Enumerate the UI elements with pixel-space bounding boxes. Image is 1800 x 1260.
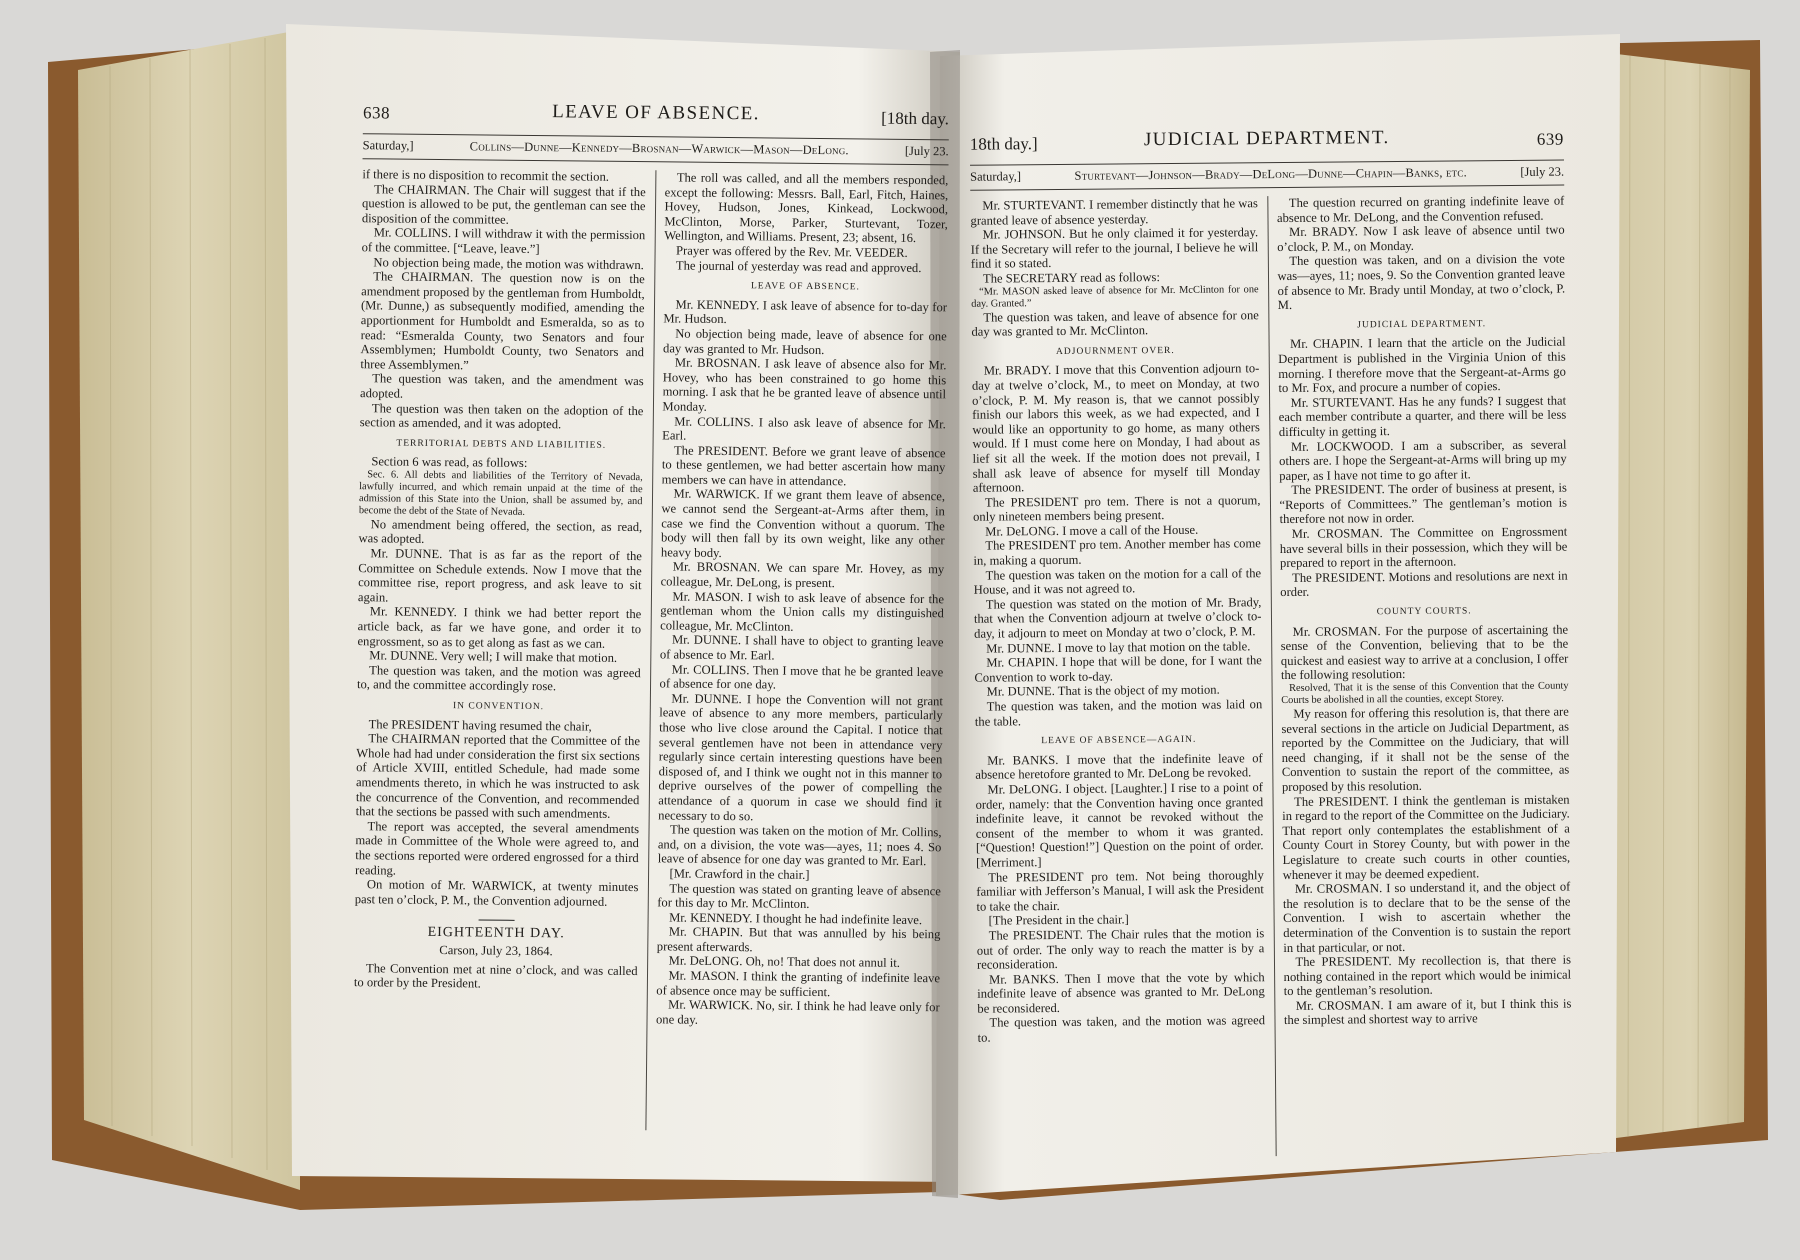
section-heading: LEAVE OF ABSENCE. [750, 281, 860, 293]
text-column-right [646, 170, 949, 1133]
subhead-day: Saturday,] [362, 138, 414, 153]
text-columns [352, 167, 948, 1133]
paragraph: The SECRETARY read as follows: [982, 270, 1160, 286]
paragraph: Mr. STURTEVANT. Has he any funds? I suggest that each member contribute a quarter, and there will be less difficulty in getting it. [1278, 393, 1567, 439]
section-heading: IN CONVENTION. [452, 701, 545, 713]
paragraph: Mr. JOHNSON. But he only claimed it for yesterday. If the Secretary will refer to the journal, I believe he will find it so stated. [970, 225, 1259, 272]
paragraph: Mr. MASON. I wish to ask leave of absence for the gentleman whom the Union calls my distinguished colleague, Mr. McClinton. [660, 589, 945, 634]
paragraph: Prayer was offered by the Rev. Mr. VEEDER. [676, 243, 908, 260]
day-reference: [18th day. [881, 108, 950, 129]
paragraph: Mr. COLLINS. I will withdraw it with the permission of the committee. [“Leave, leave.”] [361, 225, 646, 257]
divider-rule [478, 920, 514, 921]
section-heading: JUDICIAL DEPARTMENT. [1357, 318, 1487, 331]
paragraph: Mr. CHAPIN. But that was annulled by his being present afterwards. [656, 924, 941, 955]
page-title: LEAVE OF ABSENCE. [552, 101, 760, 125]
paragraph: No amendment being offered, the section, as read, was adopted. [358, 517, 643, 547]
paragraph: Mr. BANKS. Then I move that the vote by which indefinite leave of absence was granted to Mr. DeLong be reconsidered. [977, 969, 1265, 1016]
paragraph: [The President in the chair.] [988, 912, 1129, 928]
paragraph: The question was taken, and on a division the vote was—ayes, 11; noes, 9. So the Convention granted leave of absence to Mr. Brady until Monday, at two o’clock, P. M. [1277, 251, 1566, 313]
left-page [282, 20, 974, 1167]
paragraph: if there is no disposition to recommit the section. [362, 167, 610, 184]
paragraph: Mr. COLLINS. Then I move that he be granted leave of absence for one day. [659, 662, 944, 692]
paragraph: Mr. CROSMAN. I so understand it, and the object of the resolution is to declare that to be the sense of the Convention. I wish to ascertain whether the determination of the Convention is to sustain the report in that particular, or not. [1282, 879, 1571, 955]
paragraph: The question was taken, and the motion was laid on the table. [974, 697, 1263, 729]
paragraph: The question was stated on granting leave of absence for this day to Mr. McClinton. [657, 880, 941, 912]
paragraph: Mr. DeLONG. I move a call of the House. [985, 522, 1199, 539]
paragraph: The CHAIRMAN reported that the Committee of the Whole had had under consideration the first six sections of Article XVIII, entitled Schedule, had made some amendments thereto, in which he was instructed to ask the concurrence of the Convention, and recommended that the sections be passed with such amendments. [355, 731, 641, 821]
paragraph: Mr. DeLONG. Oh, no! That does not annul it. [668, 953, 901, 971]
paragraph: Mr. BROSNAN. I ask leave of absence also for Mr. Hovey, who has been constrained to go home this morning. I ask that he be granted leave of absence until Monday. [662, 355, 947, 414]
right-page [939, 47, 1629, 1193]
paragraph: Mr. MASON. I think the granting of indefinite leave of absence once may be sufficient. [656, 968, 941, 999]
paragraph: The PRESIDENT. The order of business at present, is “Reports of Committees.” The gentleman’s motion is therefore not now in order. [1279, 480, 1568, 527]
journal-quote: “Mr. MASON asked leave of absence for Mr. McClinton for one day. Granted.” [971, 283, 1259, 310]
paragraph: Mr. WARWICK. If we grant them leave of absence, we cannot send the Sergeant-at-Arms after them, in case we find the Convention without a quorum. The body will then fall by its own weight, like any other heavy body. [660, 486, 946, 560]
paragraph: The question was taken, and leave of absence for one day was granted to Mr. McClinton. [971, 307, 1259, 339]
paragraph: The PRESIDENT. The Chair rules that the motion is out of order. The only way to reach the matter is by a reconsideration. [976, 926, 1265, 972]
paragraph: The question was stated on the motion of Mr. Brady, that when the Convention adjourn at twelve o’clock to-day, it adjourn to meet on Monday at two o’clock, P. M. [973, 595, 1262, 641]
paragraph: Mr. CHAPIN. I learn that the article on the Judicial Department is published in the Virginia Union of this morning. I therefore move that the Sergeant-at-Arms go to Mr. Fox, and procure a number of copies. [1278, 334, 1566, 396]
subhead-speaker-names: Sturtevant—Johnson—Brady—DeLong—Dunne—Chapin—Banks, etc. [1074, 165, 1467, 183]
paragraph: Mr. DUNNE. I shall have to object to granting leave of absence to Mr. Earl. [659, 632, 944, 663]
text-column-right [1268, 194, 1573, 1157]
paragraph: The CHAIRMAN. The question now is on the amendment proposed by the gentleman from Humboldt, (Mr. Dunne,) as subsequently modified, amending the apportionment for Humboldt and Esmeralda, so as to read: “Esmeralda County, two Senators and four Assemblymen; Humboldt County, two Senators and three Assemblymen.” [360, 269, 645, 373]
page-number: 639 [1536, 129, 1564, 149]
paragraph: Mr. WARWICK. No, sir. I think he had leave only for one day. [655, 997, 940, 1027]
paragraph: Mr. BRADY. I move that this Convention adjourn to-day at twelve o’clock, M., to meet on Monday, at two o’clock, P. M. My reason is, that we cannot possibly finish our labors this week, as we had expected, and I would like an opportunity to go home, as many others would. If I must come here on Monday, I had about as lief sit all the week. If the motion does not prevail, I shall ask leave of absence for myself till Monday afternoon. [971, 361, 1261, 495]
paragraph: Mr. LOCKWOOD. I am a subscriber, as several others are. I hope the Sergeant-at-Arms will bring up my paper, as I have not time to go after it. [1279, 437, 1567, 483]
day-reference: 18th day.] [969, 134, 1038, 154]
paragraph: Mr. CHAPIN. I hope that will be done, for I want the Convention to work to-day. [974, 653, 1262, 685]
paragraph: Mr. KENNEDY. I ask leave of absence for to-day for Mr. Hudson. [663, 297, 948, 327]
paragraph: Mr. CROSMAN. I am aware of it, but I think this is the simplest and shortest way to arrive [1283, 996, 1572, 1028]
dateline: Carson, July 23, 1864. [439, 942, 553, 959]
paragraph: Mr. BRADY. Now I ask leave of absence until two o’clock, P. M., on Monday. [1277, 222, 1565, 254]
section-heading: LEAVE OF ABSENCE—AGAIN. [1041, 734, 1197, 747]
paragraph: Mr. CROSMAN. The Committee on Engrossment have several bills in their possession, which they will be prepared to report in the afternoon. [1279, 524, 1568, 571]
paragraph: On motion of Mr. WARWICK, at twenty minutes past ten o’clock, P. M., the Convention adjourned. [354, 877, 639, 909]
paragraph: The question was taken, and the motion was agreed to, and the committee accordingly rose. [356, 663, 641, 694]
paragraph: The PRESIDENT having resumed the chair, [368, 716, 592, 734]
paragraph: The Convention met at nine o’clock, and was called to order by the President. [353, 960, 638, 991]
paragraph: The PRESIDENT pro tem. Not being thoroughly familiar with Jefferson’s Manual, I will ask the President to take the chair. [976, 867, 1264, 914]
speaker-subhead [970, 160, 1564, 191]
subhead-day: Saturday,] [970, 169, 1022, 184]
paragraph: The question was taken on the motion for a call of the House, and it was not agreed to. [973, 565, 1262, 597]
paragraph: The roll was called, and all the members responded, except the following: Messrs. Ball, Earl, Fitch, Haines, Hovey, Hudson, Jones, Kinkead, Lockwood, McClinton, Morse, Parker, Sturtevant, Tozer, Wellington, and Williams. Present, 23; absent, 16. [664, 170, 949, 246]
running-head [363, 99, 949, 139]
paragraph: Mr. COLLINS. I also ask leave of absence for Mr. Earl. [662, 413, 946, 443]
section-heading: COUNTY COURTS. [1376, 606, 1472, 618]
paragraph: The PRESIDENT pro tem. Another member has come in, making a quorum. [973, 536, 1261, 568]
paragraph: The question recurred on granting indefinite leave of absence to Mr. DeLong, and the Convention refused. [1276, 193, 1565, 225]
paragraph: [Mr. Crawford in the chair.] [669, 866, 810, 882]
paragraph: The PRESIDENT. Before we grant leave of absence to these gentlemen, we had better ascertain how many members we can have in attendance. [661, 443, 946, 489]
paragraph: Mr. DUNNE. I move to lay that motion on the table. [986, 638, 1251, 656]
paragraph: Mr. BROSNAN. We can spare Mr. Hovey, as my colleague, Mr. DeLong, is present. [660, 559, 945, 591]
paragraph: Mr. DUNNE. That is as far as the report of the Committee on Schedule extends. Now I move that the committee rise, report progress, and ask leave to sit again. [357, 546, 642, 605]
running-head [970, 126, 1564, 165]
subhead-date: [July 23. [1520, 164, 1565, 179]
paragraph: The question was taken on the motion of Mr. Collins, and, on a division, the vote was—ayes, 11; noes 4. So leave of absence for one day was granted to Mr. Earl. [657, 822, 942, 869]
text-column-left [970, 196, 1276, 1159]
paragraph: Mr. STURTEVANT. I remember distinctly that he was granted leave of absence yesterday. [970, 196, 1258, 228]
paragraph: Mr. KENNEDY. I thought he had indefinite leave. [669, 910, 923, 927]
subhead-speaker-names: Collins—Dunne—Kennedy—Brosnan—Warwick—Mason—DeLong. [469, 139, 849, 158]
paragraph: The PRESIDENT. Motions and resolutions are next in order. [1280, 568, 1568, 600]
statute-text: Sec. 6. All debts and liabilities of the Territory of Nevada, lawfully incurred, and which remain unpaid at the time of the admission of this State into the Union, shall be assumed by, and become the debt of the State of Nevada. [358, 469, 643, 518]
section-heading: TERRITORIAL DEBTS AND LIABILITIES. [396, 438, 607, 451]
paragraph: The question was taken, and the amendment was adopted. [360, 371, 644, 401]
paragraph: Mr. CROSMAN. For the purpose of ascertaining the sense of the Convention, believing that to be the quickest and easiest way to arrive at a conclusion, I offer the following resolution: [1280, 622, 1569, 683]
paragraph: Mr. DUNNE. That is the object of my motion. [986, 682, 1220, 700]
text-column-left [352, 167, 656, 1130]
page-number: 638 [362, 103, 391, 123]
paragraph: The PRESIDENT pro tem. There is not a quorum, only nineteen members being present. [973, 492, 1261, 524]
paragraph: Mr. DUNNE. Very well; I will make that motion. [369, 648, 618, 666]
paragraph: The question was then taken on the adoption of the section as amended, and it was adopted. [359, 400, 644, 432]
paragraph: My reason for offering this resolution is, that there are several sections in the article on Judicial Department, as reported by the Committee on the Judiciary, that will need changing, if it shall not be the sense of the Convention to sustain the report of the committee, as proposed by this resolution. [1281, 704, 1570, 794]
paragraph: The PRESIDENT. I think the gentleman is mistaken in regard to the report of the Committee on the Judiciary. That report only contemplates the establishment of a County Court in Storey County, but with power in the Legislature to create such courts in other counties, whenever it may be deemed expedient. [1282, 792, 1571, 882]
paragraph: The journal of yesterday was read and approved. [675, 258, 922, 275]
resolution-text: Resolved, That it is the sense of this Convention that the County Courts be abolished in all the counties, except Storey. [1281, 680, 1569, 707]
paragraph: The question was taken, and the motion was agreed to. [977, 1013, 1266, 1045]
paragraph: The report was accepted, the several amendments made in Committee of the Whole were agreed to, and the sections reported were ordered engrossed for a third reading. [355, 819, 640, 878]
text-columns [970, 194, 1572, 1159]
paragraph: Mr. KENNEDY. I think we had better report the article back, as far we have gone, and order it to engrossment, so as to get along as fast as we can. [357, 604, 642, 651]
page-title: JUDICIAL DEPARTMENT. [1143, 127, 1390, 151]
paragraph: Mr. DeLONG. I object. [Laughter.] I rise to a point of order, namely: that the Convention having once granted indefinite leave, it cannot be revoked without the consent of the member to whom it was granted. [“Question! Question!”] Question on the point of order. [Merriment.] [975, 780, 1264, 870]
subhead-date: [July 23. [904, 143, 949, 159]
paragraph: Mr. BANKS. I move that the indefinite leave of absence heretofore granted to Mr. DeLong be revoked. [975, 750, 1263, 783]
day-heading: EIGHTEENTH DAY. [427, 925, 565, 942]
paragraph: No objection being made, leave of absence for one day was granted to Mr. Hudson. [663, 326, 947, 357]
section-heading: ADJOURNMENT OVER. [1055, 345, 1175, 357]
paragraph: No objection being made, the motion was withdrawn. [373, 254, 644, 272]
paragraph: The PRESIDENT. My recollection is, that there is nothing contained in the report which would be inimical to the gentleman’s resolution. [1283, 952, 1572, 999]
paragraph: Section 6 was read, as follows: [371, 454, 528, 471]
paragraph: Mr. DUNNE. I hope the Convention will not grant leave of absence to any more members, particularly those who live close around the Capital. I notice that several gentlemen have not been in attendance very regularly since certain interesting questions have been disposed of, and I think we ought not in this manner to deprive ourselves of the power of compelling the attendance of a quorum in case we should find it necessary to do so. [658, 691, 943, 823]
paragraph: The CHAIRMAN. The Chair will suggest that if the question is allowed to be put, the gentleman can see the disposition of the committee. [361, 181, 646, 227]
